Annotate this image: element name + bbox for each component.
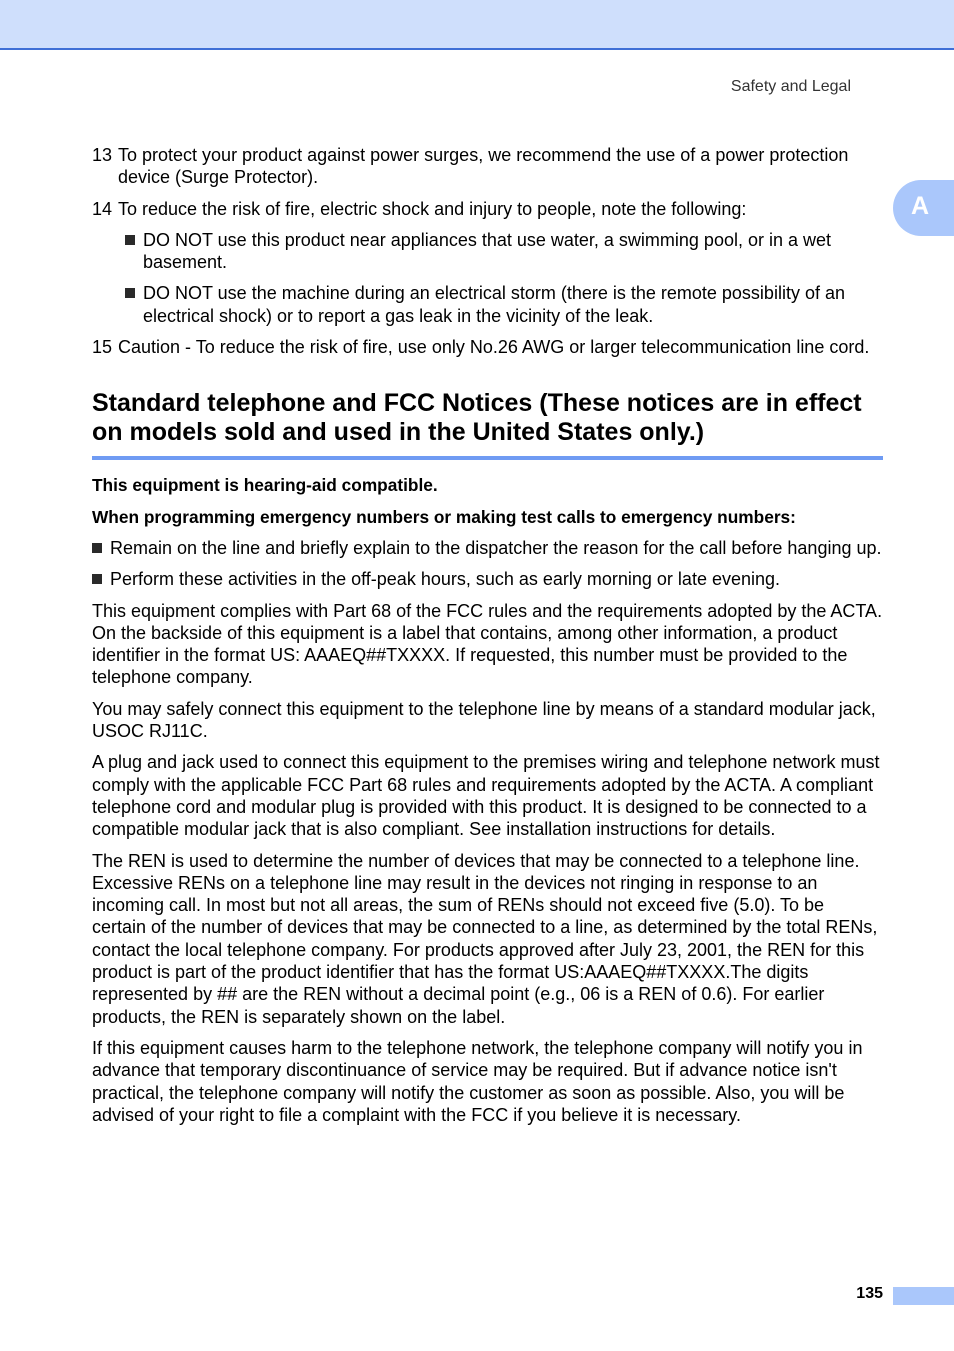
square-bullet-icon (125, 235, 135, 245)
list-item (92, 282, 883, 327)
bullet-text: Remain on the line and briefly explain to the dispatcher the reason for the call before hanging up. (110, 537, 882, 558)
running-header-title: Safety and Legal (730, 78, 851, 95)
bullet-text: DO NOT use the machine during an electrical storm (there is the remote possibility of an electrical shock) or to report a gas leak in the vicinity of the leak. (143, 283, 845, 326)
square-bullet-icon (125, 288, 135, 298)
numbered-item-15 (92, 336, 883, 358)
hearing-aid-note: This equipment is hearing-aid compatible. (92, 475, 438, 496)
page-content (92, 144, 883, 1135)
item-number: 15 (92, 337, 113, 358)
emergency-numbers-note: When programming emergency numbers or making test calls to emergency numbers: (92, 506, 796, 527)
list-item (92, 229, 883, 274)
paragraph: You may safely connect this equipment to the telephone line by means of a standard modular jack, USOC RJ11C. (92, 698, 876, 742)
list-item (92, 568, 883, 590)
item-text: To reduce the risk of fire, electric shock and injury to people, note the following: (118, 198, 747, 219)
section-heading: Standard telephone and FCC Notices (These notices are in effect on models sold and used in the United States only.) (92, 389, 883, 460)
item-text: Caution - To reduce the risk of fire, use only No.26 AWG or larger telecommunication line cord. (118, 337, 870, 358)
square-bullet-icon (92, 543, 102, 553)
chapter-side-tab-letter: A (910, 192, 930, 220)
item-number: 13 (92, 145, 113, 165)
paragraph: The REN is used to determine the number of devices that may be connected to a telephone line. Excessive RENs on a telephone line may result in the devices not ringing in response to an incoming call. In most but not all areas, the sum of RENs should not exceed five (5.0). To be certain of the number of devices that may be connected to a line, as determined by the total RENs, contact the local telephone company. For products approved after July 23, 2001, the REN for this product is part of the product identifier that has the format US:AAAEQ##TXXXX.The digits represented by ## are the REN without a decimal point (e.g., 06 is a REN of 0.6). For earlier products, the REN is separately shown on the label. (92, 850, 878, 1027)
square-bullet-icon (92, 574, 102, 584)
item-14-bullet-list (92, 229, 883, 327)
bullet-text: Perform these activities in the off-peak hours, such as early morning or late evening. (110, 569, 781, 590)
page-number: 135 (856, 1285, 883, 1302)
bullet-text: DO NOT use this product near appliances that use water, a swimming pool, or in a wet basement. (143, 229, 831, 273)
item-text: To protect your product against power surges, we recommend the use of a power protection device (Surge Protector). (118, 145, 849, 188)
list-item (92, 537, 883, 559)
item-number: 14 (92, 198, 113, 219)
paragraph: If this equipment causes harm to the telephone network, the telephone company will notify you in advance that temporary discontinuance of service may be required. But if advance notice isn't practical, the telephone company will notify the customer as soon as possible. Also, you will be advised of your right to file a complaint with the FCC if you believe it is necessary. (92, 1037, 863, 1125)
emergency-bullet-list (92, 537, 883, 591)
paragraph: This equipment complies with Part 68 of the FCC rules and the requirements adopted by the ACTA. On the backside of this equipment is a label that contains, among other information, a product identifier in the format US: AAAEQ##TXXXX. If requested, this number must be provided to the telephone company. (92, 600, 883, 688)
top-header-band (0, 0, 954, 50)
paragraph: A plug and jack used to connect this equipment to the premises wiring and telephone network must comply with the applicable FCC Part 68 rules and requirements adopted by the ACTA. A compliant telephone cord and modular plug is provided with this product. It is designed to be connected to a compatible modular jack that is also compliant. See installation instructions for details. (92, 752, 880, 840)
page-number-tab (893, 1287, 954, 1305)
numbered-item-13 (92, 144, 883, 189)
numbered-item-14 (92, 198, 883, 220)
